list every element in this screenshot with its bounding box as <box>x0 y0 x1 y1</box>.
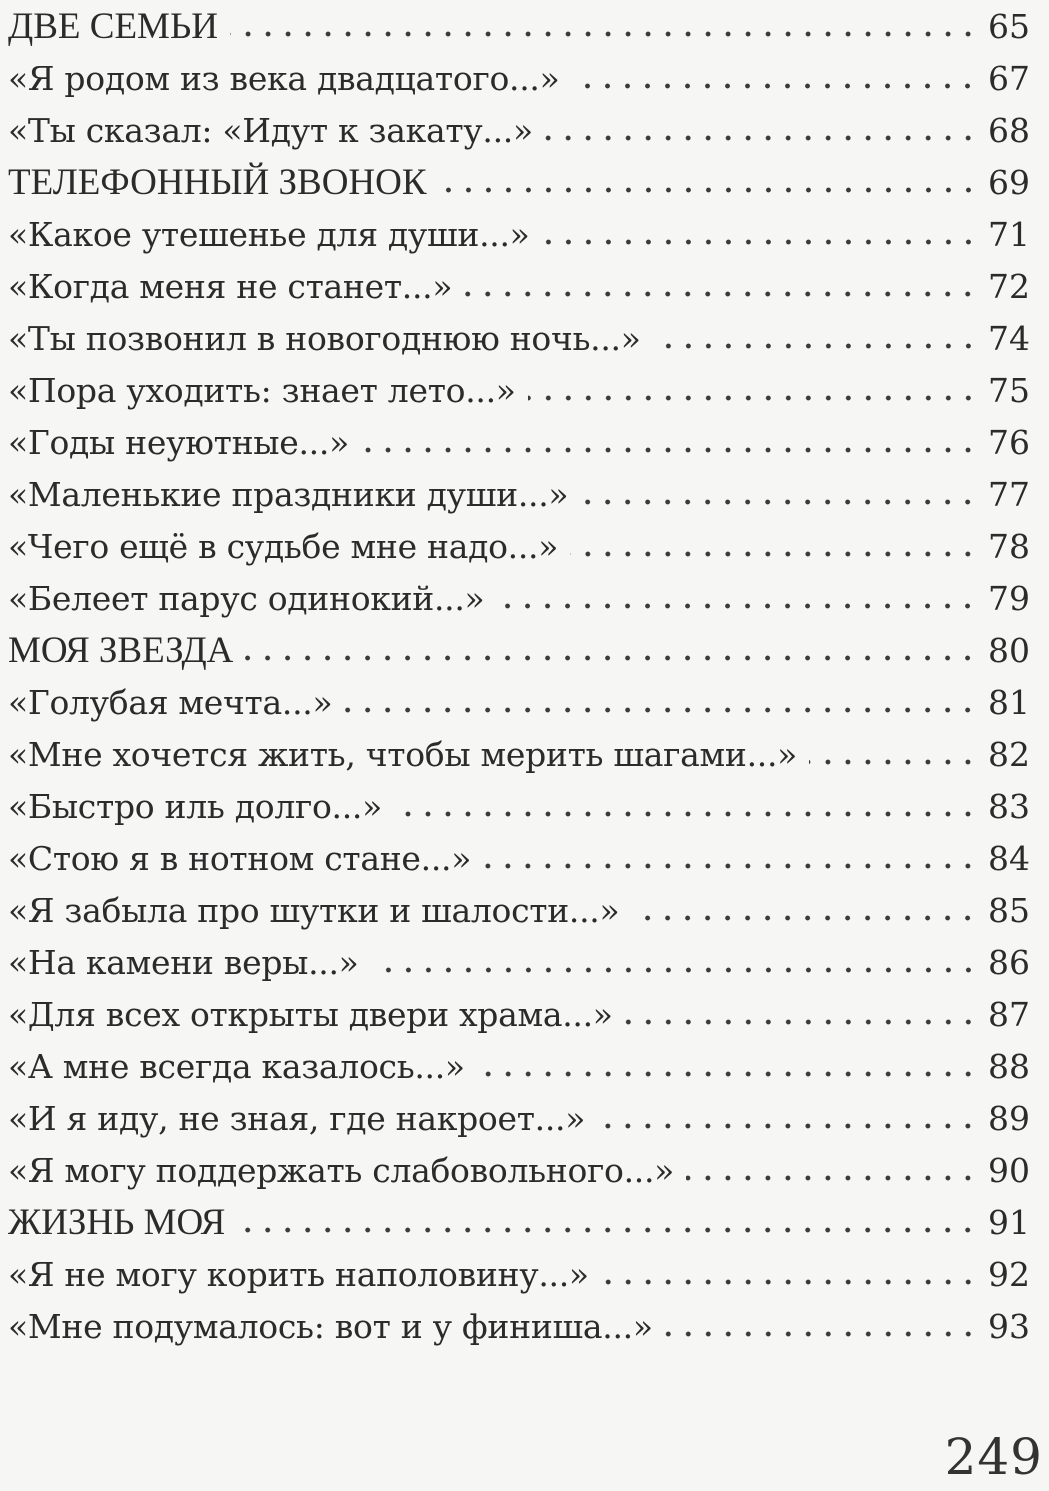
toc-entry <box>8 728 1030 780</box>
entry-page-number: 65 <box>988 6 1030 46</box>
entry-title: «Я забыла про шутки и шалости...» <box>8 890 620 930</box>
entry-page-number: 67 <box>988 58 1030 98</box>
dot-leader <box>245 655 978 661</box>
entry-page-number: 68 <box>988 110 1030 150</box>
toc-entry <box>8 832 1030 884</box>
toc-entry <box>8 260 1030 312</box>
entry-page-number: 91 <box>988 1202 1030 1242</box>
dot-leader <box>528 395 978 401</box>
entry-page-number: 78 <box>988 526 1030 566</box>
entry-page-number: 85 <box>988 890 1030 930</box>
entry-title: ТЕЛЕФОННЫЙ ЗВОНОК <box>8 161 427 203</box>
entry-title: «Мне хочется жить, чтобы мерить шагами...» <box>8 734 798 774</box>
dot-leader <box>394 811 978 817</box>
entry-title: «Я родом из века двадцатого...» <box>8 58 560 98</box>
dot-leader <box>653 343 978 349</box>
toc-entry <box>8 780 1030 832</box>
entry-page-number: 89 <box>988 1098 1030 1138</box>
entry-title: «Я не могу корить наполовину...» <box>8 1254 589 1294</box>
entry-title: «Годы неуютные...» <box>8 422 349 462</box>
entry-page-number: 81 <box>988 682 1030 722</box>
toc-entry <box>8 208 1030 260</box>
entry-title: ЖИЗНЬ МОЯ <box>8 1201 226 1243</box>
toc-section-entry <box>8 0 1030 52</box>
toc-entry <box>8 520 1030 572</box>
toc-entry <box>8 1144 1030 1196</box>
entry-title: «Я могу поддержать слабовольного...» <box>8 1150 675 1190</box>
toc-section-entry <box>8 156 1030 208</box>
entry-title: «На камени веры...» <box>8 942 359 982</box>
dot-leader <box>809 759 978 765</box>
entry-title: «Для всех открыты двери храма...» <box>8 994 613 1034</box>
dot-leader <box>631 915 978 921</box>
toc-entry <box>8 104 1030 156</box>
entry-page-number: 84 <box>988 838 1030 878</box>
entry-page-number: 87 <box>988 994 1030 1034</box>
entry-page-number: 83 <box>988 786 1030 826</box>
entry-title: «Чего ещё в судьбе мне надо...» <box>8 526 559 566</box>
dot-leader <box>570 551 978 557</box>
entry-page-number: 79 <box>988 578 1030 618</box>
toc-entry <box>8 312 1030 364</box>
entry-title: «И я иду, не зная, где накроет...» <box>8 1098 586 1138</box>
dot-leader <box>371 967 978 973</box>
entry-page-number: 74 <box>988 318 1030 358</box>
dot-leader <box>237 1227 978 1233</box>
toc-entry <box>8 936 1030 988</box>
entry-title: МОЯ ЗВЕЗДА <box>8 629 234 671</box>
page-number: 249 <box>944 1428 1043 1486</box>
table-of-contents <box>8 0 1030 1352</box>
entry-page-number: 71 <box>988 214 1030 254</box>
toc-entry <box>8 468 1030 520</box>
entry-title: «Мне подумалось: вот и у финиша...» <box>8 1306 653 1346</box>
toc-entry <box>8 676 1030 728</box>
toc-entry <box>8 1300 1030 1352</box>
entry-title: «Когда меня не станет...» <box>8 266 453 306</box>
dot-leader <box>571 83 978 89</box>
entry-title: «Какое утешенье для души...» <box>8 214 530 254</box>
entry-title: «Голубая мечта...» <box>8 682 333 722</box>
entry-title: «Ты сказал: «Идут к закату...» <box>8 110 533 150</box>
dot-leader <box>439 187 978 193</box>
toc-entry <box>8 1092 1030 1144</box>
dot-leader <box>361 447 978 453</box>
toc-section-entry <box>8 624 1030 676</box>
entry-page-number: 80 <box>988 630 1030 670</box>
dot-leader <box>344 707 978 713</box>
dot-leader <box>483 863 978 869</box>
dot-leader <box>580 499 978 505</box>
dot-leader <box>464 291 978 297</box>
entry-page-number: 82 <box>988 734 1030 774</box>
dot-leader <box>545 135 978 141</box>
toc-entry <box>8 884 1030 936</box>
dot-leader <box>477 1071 978 1077</box>
entry-page-number: 77 <box>988 474 1030 514</box>
dot-leader <box>496 603 978 609</box>
entry-title: «Быстро иль долго...» <box>8 786 383 826</box>
toc-entry <box>8 1248 1030 1300</box>
entry-page-number: 75 <box>988 370 1030 410</box>
toc-entry <box>8 988 1030 1040</box>
entry-title: «Ты позвонил в новогоднюю ночь...» <box>8 318 641 358</box>
dot-leader <box>625 1019 978 1025</box>
entry-page-number: 93 <box>988 1306 1030 1346</box>
toc-entry <box>8 416 1030 468</box>
entry-title: «А мне всегда казалось...» <box>8 1046 465 1086</box>
dot-leader <box>601 1279 978 1285</box>
dot-leader <box>230 31 978 37</box>
toc-entry <box>8 364 1030 416</box>
dot-leader <box>597 1123 978 1129</box>
entry-title: ДВЕ СЕМЬИ <box>8 5 218 47</box>
entry-title: «Стою я в нотном стане...» <box>8 838 472 878</box>
entry-page-number: 72 <box>988 266 1030 306</box>
entry-title: «Пора уходить: знает лето...» <box>8 370 516 410</box>
entry-title: «Белеет парус одинокий...» <box>8 578 485 618</box>
entry-page-number: 92 <box>988 1254 1030 1294</box>
dot-leader <box>542 239 978 245</box>
entry-title: «Маленькие праздники души...» <box>8 474 569 514</box>
toc-entry <box>8 52 1030 104</box>
entry-page-number: 90 <box>988 1150 1030 1190</box>
dot-leader <box>686 1175 978 1181</box>
entry-page-number: 86 <box>988 942 1030 982</box>
entry-page-number: 76 <box>988 422 1030 462</box>
entry-page-number: 69 <box>988 162 1030 202</box>
entry-page-number: 88 <box>988 1046 1030 1086</box>
toc-section-entry <box>8 1196 1030 1248</box>
toc-entry <box>8 572 1030 624</box>
toc-entry <box>8 1040 1030 1092</box>
dot-leader <box>665 1331 978 1337</box>
